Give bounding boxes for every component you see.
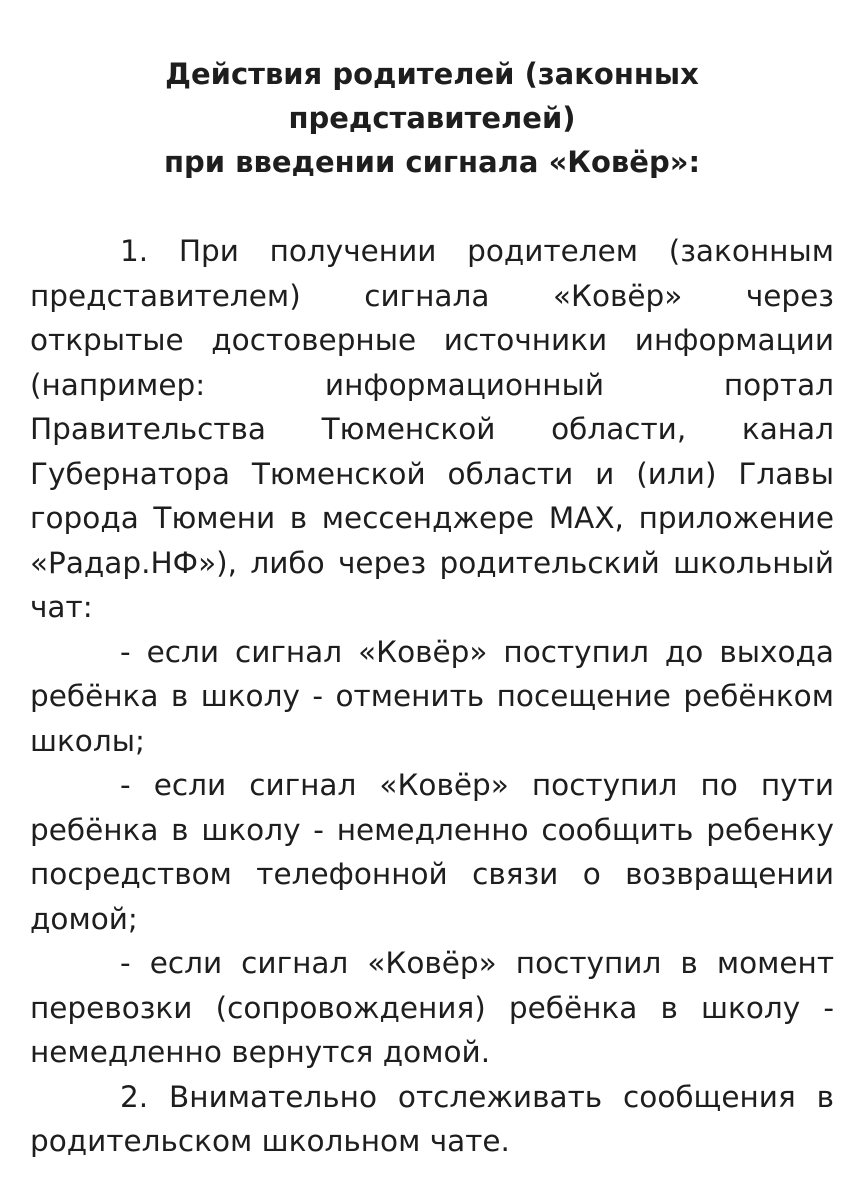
paragraph-subitem-before-school: - если сигнал «Ковёр» поступил до выхода ребёнка в школу - отменить посещение ребёнком школы; — [30, 634, 834, 758]
paragraph-subitem-transport: - если сигнал «Ковёр» поступил в момент перевозки (сопровождения) ребёнка в школу - немедленно вернутся домой. — [30, 946, 834, 1069]
document-body — [30, 229, 834, 1164]
title-line-3: при введении сигнала «Ковёр»: — [163, 145, 701, 179]
document-title — [30, 52, 834, 184]
paragraph-item-1: 1. При получении родителем (законным представителем) сигнала «Ковёр» через открытые достоверные источники информации (например: информационный портал Правительства Тюменской области, канал Губернатора Тюменской области и (или) Главы города Тюмени в мессенджере MAX, приложение «Радар.НФ»), либо через родительский школьный чат: — [30, 234, 834, 624]
title-line-2: представителей) — [288, 101, 576, 135]
title-line-1: Действия родителей (законных — [165, 57, 699, 91]
paragraph-item-2: 2. Внимательно отслеживать сообщения в родительском школьном чате. — [30, 1079, 834, 1158]
paragraph-subitem-on-way: - если сигнал «Ковёр» поступил по пути ребёнка в школу - немедленно сообщить ребенку посредством телефонной связи о возвращении домой; — [30, 768, 834, 936]
